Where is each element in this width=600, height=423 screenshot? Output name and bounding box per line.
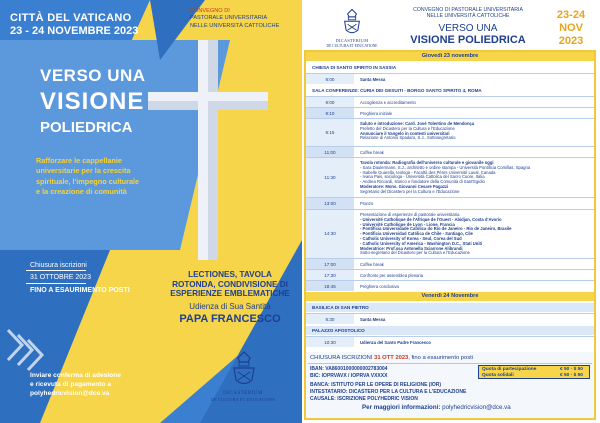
schedule-desc: Preghiera iniziale: [360, 111, 393, 116]
schedule-time: 9:00: [325, 100, 335, 105]
info-bank: BANCA: ISTITUTO PER LE OPERE DI RELIGIONE (IOR): [310, 382, 442, 388]
cover-dicastery-line2: DE CULTURA ET EDUCATIONE: [210, 397, 276, 402]
papal-crest-icon: [340, 8, 364, 36]
schedule-desc: Presentazione di esperienze di pastorale universitaria - Université Catholique de l'Afrique de l'Ouest - Abidjan, Costa d'Avorio - Université Catholique de Lyon - Lione, Francia - Pontifícia Universidade Católica do Rio de Janeiro - Rio de Janeiro, Brasile - Pontificia Universidad Católica de Chile - Santiago, Cile - Catholic University of Korea - Seul, Corea del Sud - Catholic University of America - Washington D.C., Stati Uniti Moderatrice: Prof.ssa Antonella Sciarrone Alibrandi Sotto-segretario del Dicastero per la Cultura e l'Educazione: [360, 212, 512, 256]
schedule-time: 17:00: [324, 262, 336, 267]
schedule-time: 11:00: [324, 150, 336, 155]
schedule-time: 9:10: [325, 111, 335, 116]
day2-band: Venerdì 24 Novembre: [306, 292, 594, 301]
fee-value: € 50 · $ 50: [560, 373, 583, 378]
schedule-time: 8:00: [325, 77, 335, 82]
header-title-line1: VERSO UNA: [438, 23, 498, 34]
cover-convegno: [190, 8, 298, 30]
schedule-row: [306, 73, 594, 84]
info-email-link[interactable]: polyhedricvision@dce.va: [442, 404, 511, 411]
fee-label: Quota solidali: [482, 373, 514, 378]
send-line: e ricevuta di pagamento a: [30, 381, 111, 388]
header-dicastery-line2: DE CULTURA ET EDUCATIONE: [326, 44, 378, 48]
venue-1: CHIESA DI SANTO SPIRITO IN SASSIA: [306, 63, 594, 72]
schedule-desc: Accoglienza e accreditamento: [360, 100, 416, 105]
schedule-row: [306, 146, 594, 157]
schedule-desc: Saluto e introduzione: Card. José Tolentino de Mendonça Prefetto del Dicastero per la Cultura e l'Educazione Annunciare il Vangelo in contesti universitari Relazione di Antonio Spadaro, S.J., Sottosegretario: [360, 121, 475, 141]
lectures-line: ESPERIENZE EMBLEMATICHE: [170, 289, 290, 299]
cover-date: 23 - 24 NOVEMBRE 2023: [10, 25, 139, 37]
header-date-line2: NOV: [559, 22, 583, 34]
cover-lectures: [160, 270, 300, 299]
header-dicastery-line1: DICASTERIUM: [335, 38, 369, 43]
schedule-desc: Tavola rotonda: Radiografia dell'universo culturale e giovanile oggi - Sara Daulermann, S.J., architetto e ordine stampa - Università Pontificia Comillas, Spagna - Isabelle Guarella, teologa - Facoltà des Pères Université Laval, Canada - Ivana Pais, sociologa - Università Cattolica del Sacro Cuore, Italia - Andrea Riccardi, storico e fondatore della Comunità di Sant'Egidio Moderatore: Mons. Giovanni Cesare Pagazzi Segretario del Dicastero per la Cultura e l'Educazione: [360, 160, 531, 194]
cover-title-line2: VISIONE: [40, 88, 145, 115]
venue-2: SALA CONFERENZE: CURIA DEI GESUITI - BORGO SANTO SPIRITO 4, ROMA: [306, 86, 594, 95]
cover-abstract: [36, 156, 186, 198]
cover-title-line3: POLIEDRICA: [40, 119, 133, 136]
info-divider: [308, 363, 592, 364]
schedule-time: 11:30: [324, 175, 336, 180]
schedule-row: [306, 96, 594, 107]
closing-label: Chiusura iscrizioni: [30, 262, 87, 269]
schedule-row: [306, 107, 594, 118]
schedule-row: [306, 197, 594, 209]
header-convegno: [406, 7, 530, 19]
cover-convegno-line: CONVEGNO DI: [190, 8, 230, 14]
schedule-desc: Coffee break: [360, 262, 384, 267]
cover-title-line1: VERSO UNA: [40, 66, 146, 85]
schedule-row: [306, 336, 594, 347]
schedule-desc: Santa Messa: [360, 77, 386, 82]
cover-dicastery-line1: DICASTERIUM: [223, 390, 263, 396]
header-title-line2: VISIONE POLIEDRICA: [410, 34, 526, 46]
schedule-row: [306, 157, 594, 197]
info-causale: CAUSALE: ISCRIZIONE POLYHEDRIC VISION: [310, 396, 418, 402]
schedule-time: 10:30: [324, 340, 336, 345]
header-date-line3: 2023: [558, 35, 584, 47]
schedule-row: [306, 209, 594, 258]
schedule-time: 17:30: [324, 273, 336, 278]
header-convegno-line: CONVEGNO DI PASTORALE UNIVERSITARIA: [413, 7, 523, 13]
program-panel: [302, 0, 600, 423]
header-date-line1: 23-24: [556, 9, 586, 21]
schedule-desc: Coffee break: [360, 150, 384, 155]
schedule-time: 18:45: [324, 284, 336, 289]
schedule-row: [306, 269, 594, 280]
schedule-desc: Confronto per assemblea plenaria: [360, 273, 424, 278]
day1-band: Giovedì 23 novembre: [306, 52, 594, 61]
info-owner: INTESTATARIO: DICASTERO PER LA CULTURA E L'EDUCAZIONE: [310, 389, 467, 395]
schedule-desc: Preghiera conclusiva: [360, 284, 399, 289]
papal-crest-icon: [228, 350, 260, 388]
fee-value: € 50 · $ 50: [560, 367, 583, 372]
venue-3: BASILICA DI SAN PIETRO: [306, 303, 594, 312]
schedule-row: [306, 313, 594, 324]
schedule-time: 9:15: [325, 130, 335, 135]
abstract-line: e la creazione di comunità: [36, 187, 127, 197]
cover-papa: PAPA FRANCESCO: [179, 313, 281, 325]
closing-divider: [26, 283, 86, 284]
schedule-desc: Santa Messa: [360, 317, 386, 322]
info-bic: BIC: IOPRVAVX / IOPRVA VXXXX: [310, 373, 388, 379]
schedule-row: [306, 258, 594, 269]
abstract-line: Rafforzare le cappellanie: [36, 156, 122, 165]
closing-note: FINO A ESAURIMENTO POSTI: [30, 287, 130, 294]
schedule-time: 8:30: [325, 317, 335, 322]
fee-label: Quota di partecipazione: [482, 367, 537, 372]
schedule-row: [306, 280, 594, 291]
schedule-time: 13:00: [324, 201, 336, 206]
lectures-line: LECTIONES, TAVOLA: [188, 270, 272, 279]
cover-convegno-line: NELLE UNIVERSITÀ CATTOLICHE: [190, 22, 280, 29]
schedule-desc: Udienza del Santo Padre Francesco: [360, 340, 431, 345]
closing-date: 31 OTTOBRE 2023: [30, 274, 91, 281]
info-iban: IBAN: VA86001000000002783004: [310, 366, 388, 372]
abstract-line: universitarie per la crescita: [36, 166, 131, 176]
send-email-link[interactable]: polyhedricvision@dce.va: [30, 390, 110, 397]
cover-city: CITTÀ DEL VATICANO: [10, 12, 132, 24]
info-more: Per maggiori informazioni: polyhedricvision@dce.va: [362, 404, 511, 411]
cover-udienza: Udienza di Sua Santità: [189, 302, 271, 311]
send-line: Inviare conferma di adesione: [30, 372, 121, 379]
closing-divider: [26, 270, 86, 271]
schedule-desc: Pranzo: [360, 201, 374, 206]
header-convegno-line: NELLE UNIVERSITÀ CATTOLICHE: [426, 13, 510, 20]
info-closing: CHIUSURA ISCRIZIONI 31 OTT 2023, fino a esaurimento posti: [310, 355, 474, 361]
schedule-row: [306, 118, 594, 146]
cover-convegno-line: PASTORALE UNIVERSITARIA: [190, 15, 268, 22]
lectures-line: ROTONDA, CONDIVISIONE DI: [172, 279, 288, 289]
venue-4: PALAZZO APOSTOLICO: [306, 326, 594, 335]
schedule-time: 14:30: [324, 231, 336, 236]
abstract-line: spirituale, l'impegno culturale: [36, 176, 140, 186]
